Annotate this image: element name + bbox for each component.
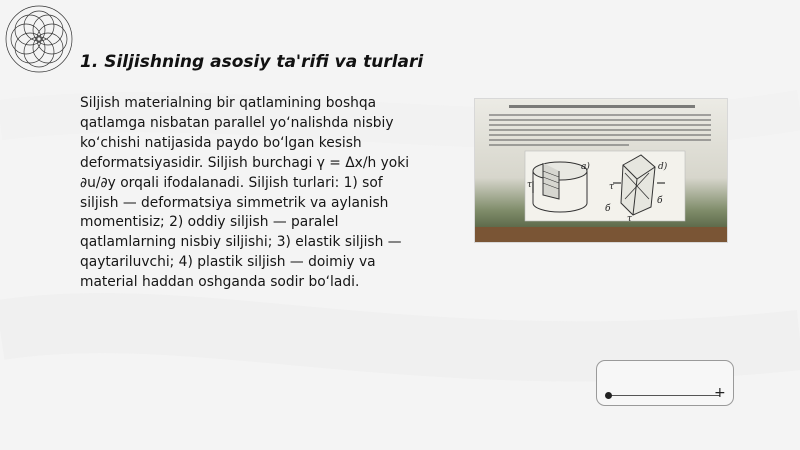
spirograph-logo-icon xyxy=(4,4,74,74)
textbook-figure-image xyxy=(474,98,728,243)
figure-label-a: a) xyxy=(581,162,590,172)
figure-label-sigma-left: б xyxy=(605,204,611,214)
figure-label-tau-bottom: τ xyxy=(627,214,632,224)
textbook-page-photo-icon xyxy=(475,99,727,242)
progress-track[interactable] xyxy=(608,395,720,396)
slide-title: 1. Siljishning asosiy ta'rifi va turlari xyxy=(80,52,424,72)
progress-knob-icon[interactable] xyxy=(605,392,612,399)
plus-icon[interactable]: + xyxy=(714,385,726,401)
figure-label-d: d) xyxy=(658,162,668,172)
figure-label-tau-cube: τ xyxy=(609,182,614,192)
media-progress-control[interactable] xyxy=(596,360,734,406)
slide-body-text: Siljish materialning bir qatlamining boshqa qatlamga nisbatan parallel yo‘nalishda nisbiy ko‘chishi natijasida paydo bo‘lgan kesish deformatsiyasidir. Siljish burchagi γ = Δx/h yoki ∂u/∂y orqali ifodalanadi. Siljish turlari: 1) sof siljish — deformatsiya simmetrik va aylanish momentisiz; 2) oddiy siljish — paralel qatlamlarning nisbiy siljishi; 3) elastik siljish — qaytariluvchi; 4) plastik siljish — doimiy va material haddan oshganda sodir bo‘ladi. xyxy=(80,95,410,291)
figure-label-sigma-right: б xyxy=(657,196,663,206)
figure-label-tau-left: τ xyxy=(527,180,532,190)
